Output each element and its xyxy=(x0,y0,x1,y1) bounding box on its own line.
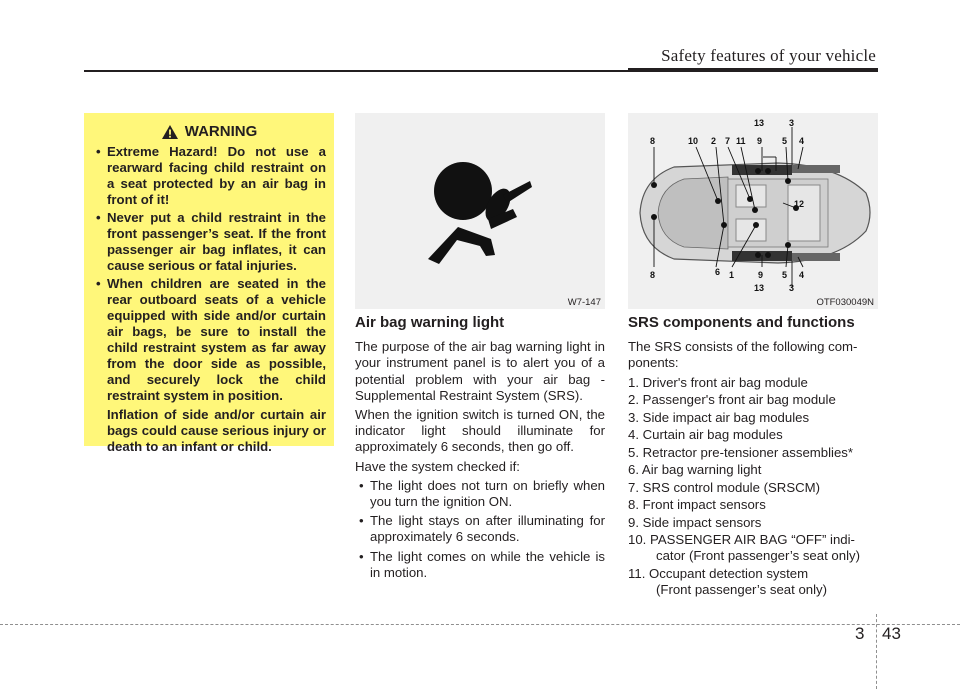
paragraph: When the ignition switch is turned ON, the indicator light should illuminate for approximately 6 seconds, then go off. xyxy=(355,407,605,455)
warning-header xyxy=(92,123,326,140)
page-number: 43 xyxy=(882,624,901,643)
paragraph: Have the system checked if: xyxy=(355,458,520,474)
list-item: 8. Front impact sensors xyxy=(628,497,766,513)
callout-label: 2 xyxy=(711,136,717,146)
list-item: 2. Passenger's front air bag module xyxy=(628,392,836,408)
list-item: 5. Retractor pre-tensioner assemblies* xyxy=(628,444,854,460)
list-item: • The light comes on while the vehicle is in motion. xyxy=(359,548,605,580)
callout-label: 3 xyxy=(789,283,795,293)
callout-label: 13 xyxy=(754,118,765,128)
callout-label: 8 xyxy=(650,136,656,146)
list-item: 4. Curtain air bag modules xyxy=(628,427,783,443)
section-title: Air bag warning light xyxy=(355,314,505,331)
warning-item: • Extreme Hazard! Do not use a rearward facing child restraint on a seat protected by an air bag in front of it! xyxy=(96,144,326,207)
srs-components-section xyxy=(628,315,878,600)
components-list xyxy=(628,375,878,599)
warning-triangle-icon xyxy=(161,124,179,140)
paragraph: The SRS consists of the following com-ponents: xyxy=(628,339,858,371)
callout-label: 11 xyxy=(736,136,746,146)
callout-label: 7 xyxy=(725,136,731,146)
callout-label: 6 xyxy=(715,267,721,277)
header-rule-accent xyxy=(628,68,878,72)
callout-label: 1 xyxy=(729,270,735,280)
chapter-number: 3 xyxy=(855,624,865,643)
paragraph: The purpose of the air bag warning light in your instrument panel is to alert you of a potential problem with your air bag - Supplemental Restraint System (SRS). xyxy=(355,339,605,403)
callout-label: 4 xyxy=(799,270,805,280)
list-item: • The light does not turn on briefly when you turn the ignition ON. xyxy=(359,477,605,510)
warning-list xyxy=(92,144,326,455)
warning-box xyxy=(84,113,334,454)
running-header: Safety features of your vehicle xyxy=(661,46,876,65)
footer-divider xyxy=(876,614,877,689)
callout-label: 9 xyxy=(757,136,763,146)
srs-components-figure xyxy=(628,113,878,309)
vehicle-topview-diagram xyxy=(628,113,878,309)
callout-label: 12 xyxy=(794,199,805,209)
footer-rule xyxy=(0,624,960,625)
callout-label: 4 xyxy=(799,136,805,146)
callout-label: 5 xyxy=(782,136,788,146)
section-title: SRS components and functions xyxy=(628,314,855,331)
list-item: 10. PASSENGER AIR BAG “OFF” indi- cator (Front passenger’s seat only) xyxy=(628,532,861,564)
airbag-warning-icon xyxy=(355,113,605,309)
list-item: 9. Side impact sensors xyxy=(628,514,762,530)
list-item: 1. Driver's front air bag module xyxy=(628,374,808,390)
callout-label: 13 xyxy=(754,283,765,293)
list-item: 11. Occupant detection system (Front passenger’s seat only) xyxy=(628,565,828,598)
callout-label: 3 xyxy=(789,118,795,128)
warning-extra-paragraph: Inflation of side and/or curtain air bags could cause serious injury or death to an infant or child. xyxy=(107,407,326,454)
airbag-light-section xyxy=(355,315,605,584)
check-list xyxy=(355,478,605,581)
list-item: 6. Air bag warning light xyxy=(628,462,762,478)
callout-label: 10 xyxy=(688,136,699,146)
warning-heading: WARNING xyxy=(184,123,258,140)
figure-code: OTF030049N xyxy=(816,297,874,308)
airbag-warning-light-figure xyxy=(355,113,605,309)
list-item: 7. SRS control module (SRSCM) xyxy=(628,479,821,495)
callout-label: 9 xyxy=(758,270,764,280)
warning-item: • Never put a child restraint in the front passenger’s seat. If the front passenger air bag inflates, it can cause serious or fatal injuries. xyxy=(96,210,326,273)
callout-label: 5 xyxy=(782,270,788,280)
list-item: 3. Side impact air bag modules xyxy=(628,409,810,425)
callout-label: 8 xyxy=(650,270,656,280)
list-item: • The light stays on after illuminating for approximately 6 seconds. xyxy=(359,513,605,545)
figure-code: W7-147 xyxy=(567,297,601,308)
warning-item: • When children are seated in the rear outboard seats of a vehicle equipped with side and/or curtain air bags, be sure to install the child restraint system as far away from the door side as possible, and securely lock the child restraint system in position. Inflation of side and/or curtain air bags could cause serious injury or death to an infant or child. xyxy=(96,276,326,454)
